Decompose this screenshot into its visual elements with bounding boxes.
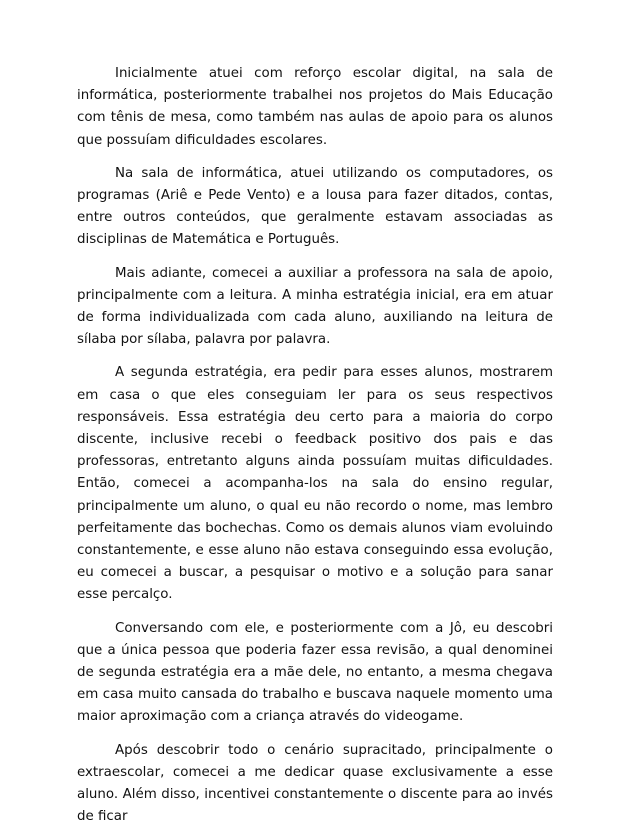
paragraph-5: Conversando com ele, e posteriormente com a Jô, eu descobri que a única pessoa que poderia fazer essa revisão, a qual denominei de segunda estratégia era a mãe dele, no entanto, a mesma chegava em casa muito cansada do trabalho e buscava naquele momento uma maior aproximação com a criança através do videogame. — [77, 620, 553, 725]
paragraph-1: Inicialmente atuei com reforço escolar digital, na sala de informática, posteriormente trabalhei nos projetos do Mais Educação com tênis de mesa, como também nas aulas de apoio para os alunos que possuíam dificuldades escolares. — [77, 66, 553, 148]
paragraph-4: A segunda estratégia, era pedir para esses alunos, mostrarem em casa o que eles conseguiam ler para os seus respectivos responsáveis. Essa estratégia deu certo para a maioria do corpo discente, inclusive recebi o feedback positivo dos pais e das professoras, entretanto alguns ainda possuíam muitas dificuldades. Então, comecei a acompanha-los na sala do ensino regular, principalmente um aluno, o qual eu não recordo o nome, mas lembro perfeitamente das bochechas. Como os demais alunos viam evoluindo constantemente, e esse aluno não estava conseguindo essa evolução, eu comecei a buscar, a pesquisar o motivo e a solução para sanar esse percalço. — [77, 365, 553, 603]
document-page — [77, 63, 553, 840]
paragraph-6: Após descobrir todo o cenário supracitado, principalmente o extraescolar, comecei a me dedicar quase exclusivamente a esse aluno. Além disso, incentivei constantemente o discente para ao invés de ficar — [77, 742, 553, 825]
paragraph-2: Na sala de informática, atuei utilizando os computadores, os programas (Ariê e Pede Vento) e a lousa para fazer ditados, contas, entre outros conteúdos, que geralmente estavam associadas as disciplinas de Matemática e Português. — [77, 165, 553, 248]
paragraph-3: Mais adiante, comecei a auxiliar a professora na sala de apoio, principalmente com a leitura. A minha estratégia inicial, era em atuar de forma individualizada com cada aluno, auxiliando na leitura de sílaba por sílaba, palavra por palavra. — [77, 265, 553, 348]
